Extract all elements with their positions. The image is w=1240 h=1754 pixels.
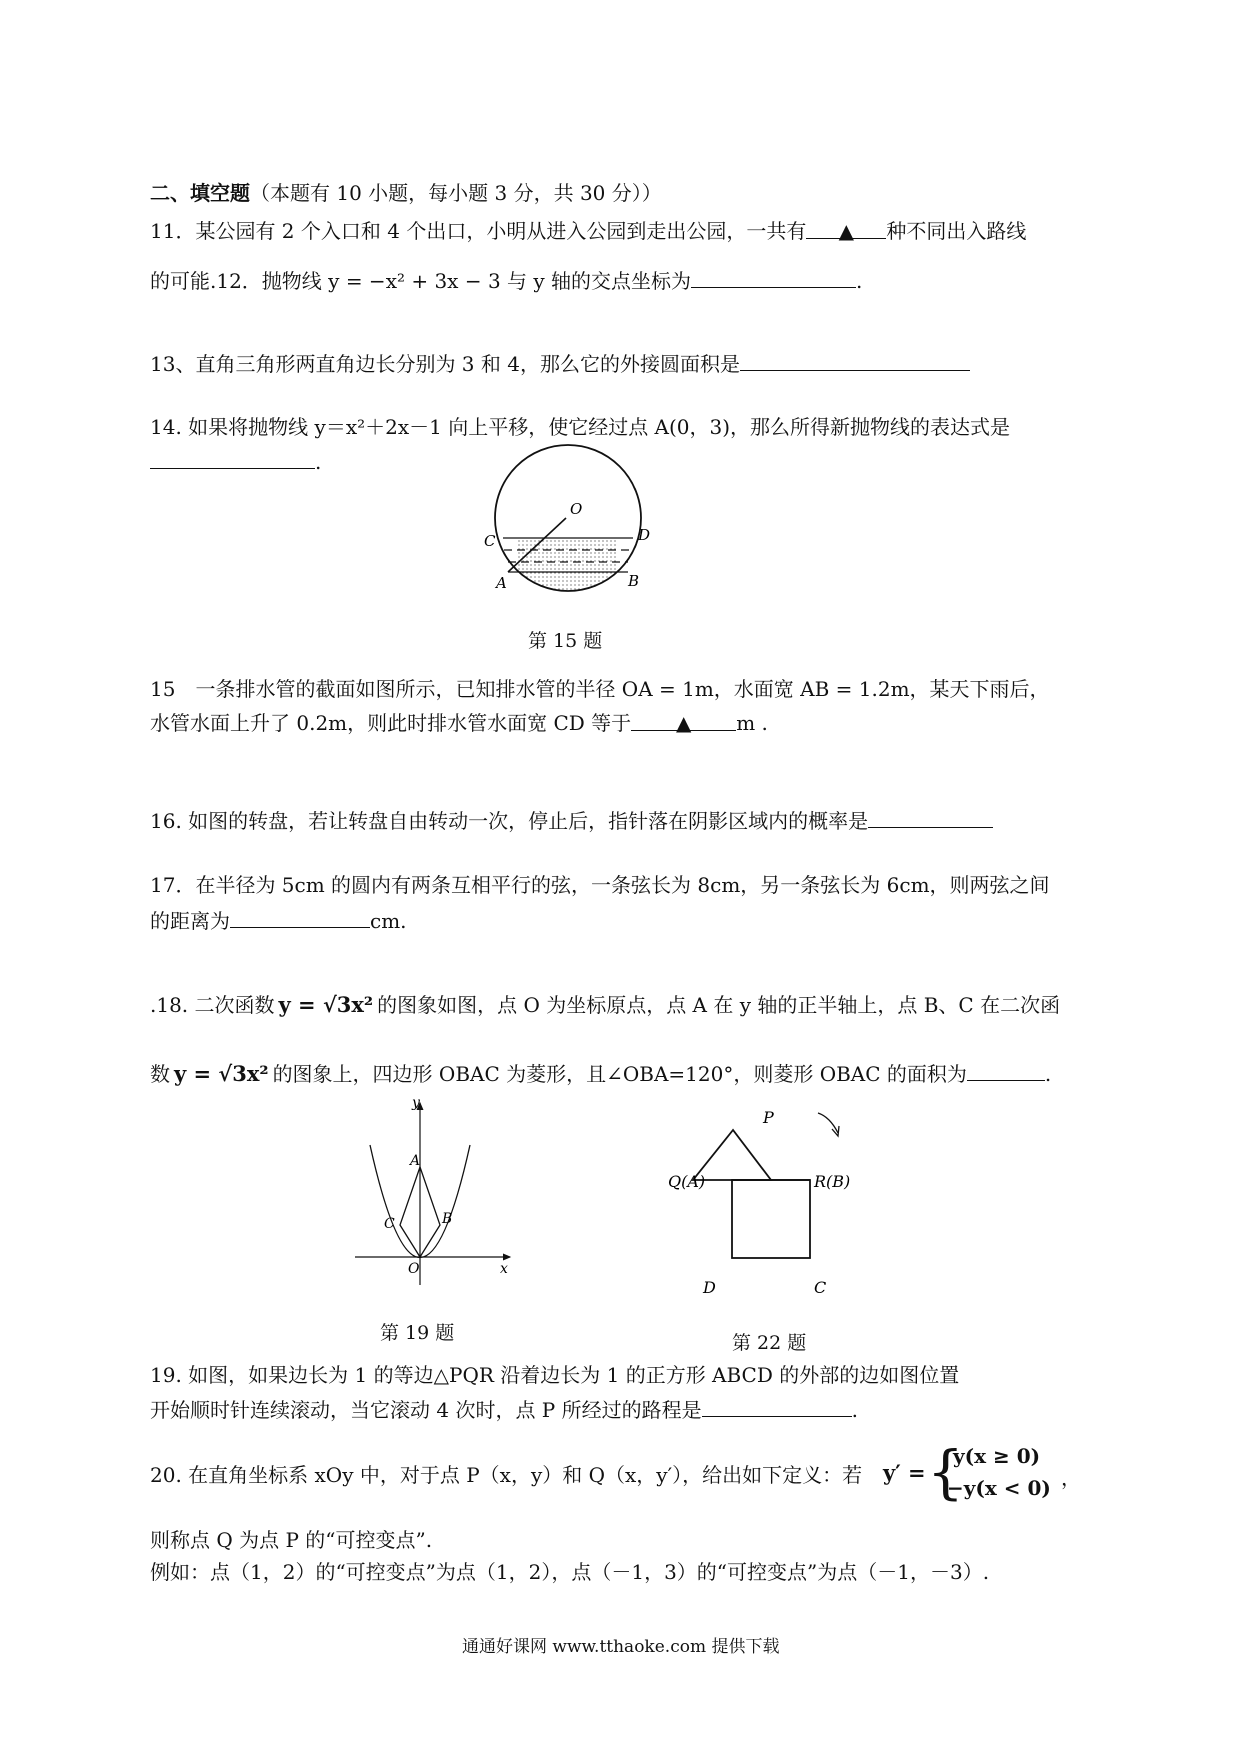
label-c: C [484, 532, 496, 550]
question-17-cont [150, 905, 407, 936]
question-20-example [150, 1557, 989, 1587]
question-15 [150, 674, 1050, 704]
rotation-arrow [818, 1113, 838, 1133]
question-19 [150, 1360, 959, 1390]
question-15-cont [150, 708, 768, 738]
square-abcd [732, 1180, 810, 1258]
q13-answer-blank[interactable] [740, 348, 970, 371]
page-footer: 通通好课网 www.tthaoke.com 提供下载 [462, 1637, 780, 1657]
q15-text: 15 一条排水管的截面如图所示，已知排水管的半径 OA = 1m，水面宽 AB = 1.2m，某天下雨后， [150, 677, 1050, 701]
q18-answer-blank[interactable] [967, 1058, 1045, 1081]
label-p: P [763, 1108, 774, 1127]
question-14-cont [150, 446, 321, 477]
q20-piecewise-formula [883, 1440, 1083, 1510]
label-c: C [814, 1278, 827, 1297]
question-12 [150, 265, 862, 296]
question-16 [150, 805, 993, 836]
question-18-cont [150, 1058, 1051, 1089]
question-20 [150, 1460, 862, 1490]
figure-22-rolling-triangle [668, 1105, 878, 1305]
label-q: Q(A) [668, 1172, 706, 1191]
q16-answer-blank[interactable] [868, 805, 993, 828]
answer-marker: ▲ [675, 711, 692, 735]
q19-period: . [851, 1398, 858, 1422]
figure-22-caption: 第 22 题 [732, 1332, 807, 1354]
label-o: O [408, 1261, 420, 1277]
q18-text-2: 的图象如图，点 O 为坐标原点，点 A 在 y 轴的正半轴上，点 B、C 在二次函 [377, 993, 1061, 1017]
label-a: A [410, 1153, 421, 1169]
label-o: O [570, 500, 583, 518]
label-d: D [703, 1278, 716, 1297]
formula-comma: ， [1061, 1466, 1081, 1490]
q11-text: 11．某公园有 2 个入口和 4 个出口，小明从进入公园到走出公园，一共有 [150, 219, 807, 243]
q18-formula: y = √3x² [278, 992, 374, 1017]
section-heading [150, 178, 662, 208]
q17-answer-blank[interactable] [230, 905, 370, 928]
figure-15-caption: 第 15 题 [528, 630, 603, 652]
figure-19-parabola-rhombus [350, 1095, 520, 1295]
q19-text: 19. 如图，如果边长为 1 的等边△PQR 沿着边长为 1 的正方形 ABCD 的外部的边如图位置 [150, 1363, 960, 1387]
label-b: B [628, 572, 640, 590]
q17-text-2: 的距离为 [150, 909, 230, 933]
question-11 [150, 216, 1026, 246]
label-x: x [500, 1261, 508, 1277]
q16-text: 16. 如图的转盘，若让转盘自由转动一次，停止后，指针落在阴影区域内的概率是 [150, 809, 869, 833]
formula-case-2: −y(x < 0) [947, 1476, 1051, 1500]
label-b: B [442, 1211, 453, 1227]
brace-icon: { [927, 1438, 964, 1506]
answer-marker: ▲ [838, 219, 855, 243]
q18-text: .18. 二次函数 [150, 993, 275, 1017]
label-d: D [638, 526, 651, 544]
label-r: R(B) [814, 1172, 851, 1191]
water-region [518, 538, 618, 598]
q11-answer-blank[interactable] [806, 216, 886, 243]
q19-answer-blank[interactable] [702, 1394, 852, 1417]
label-y: y [412, 1095, 420, 1111]
question-13 [150, 348, 970, 379]
question-17 [150, 870, 1050, 900]
q18-period: . [1044, 1062, 1052, 1086]
q15-answer-blank[interactable] [631, 708, 736, 735]
q20-text: 20. 在直角坐标系 xOy 中，对于点 P（x，y）和 Q（x，y′），给出如下定义：若 [150, 1463, 863, 1487]
q19-text-2: 开始顺时针连续滚动，当它滚动 4 次时，点 P 所经过的路程是 [150, 1398, 702, 1422]
q20-text-3: 例如：点（1，2）的“可控变点”为点（1，2），点（－1，3）的“可控变点”为点（－1，－3）. [150, 1560, 990, 1584]
figure-15-pipe-section [478, 440, 658, 605]
q11-text-end: 种不同出入路线 [886, 219, 1027, 243]
q13-text: 13、直角三角形两直角边长分别为 3 和 4，那么它的外接圆面积是 [150, 352, 740, 376]
q12-period: . [856, 269, 863, 293]
question-19-cont [150, 1394, 858, 1425]
q12-text: 的可能.12．抛物线 y = −x² + 3x − 3 与 y 轴的交点坐标为 [150, 269, 692, 293]
question-18 [150, 990, 1060, 1020]
q14-answer-blank[interactable] [150, 446, 315, 469]
formula-case-1: y(x ≥ 0) [953, 1444, 1041, 1468]
section-note: （本题有 10 小题，每小题 3 分，共 30 分）） [250, 181, 662, 205]
q12-answer-blank[interactable] [691, 265, 856, 288]
q20-text-2: 则称点 Q 为点 P 的“可控变点”. [150, 1528, 433, 1552]
q15-text-2: 水管水面上升了 0.2m，则此时排水管水面宽 CD 等于 [150, 711, 632, 735]
formula-lhs: y′ = [883, 1460, 926, 1485]
section-title: 二、填空题 [150, 181, 250, 205]
q14-period: . [315, 450, 322, 474]
q18-text-3: 数 [150, 1062, 170, 1086]
q14-text: 14. 如果将抛物线 y＝x²＋2x－1 向上平移，使它经过点 A(0，3)，那么所得新抛物线的表达式是 [150, 415, 1011, 439]
q17-text: 17．在半径为 5cm 的圆内有两条互相平行的弦，一条弦长为 8cm，另一条弦长为 6cm，则两弦之间 [150, 873, 1050, 897]
question-20-def [150, 1525, 432, 1555]
question-14 [150, 412, 1010, 442]
q15-unit: m . [736, 711, 768, 735]
label-c: C [384, 1216, 395, 1232]
figure-19-caption: 第 19 题 [380, 1322, 455, 1344]
q18-text-4: 的图象上，四边形 OBAC 为菱形，且∠OBA=120°，则菱形 OBAC 的面积为 [272, 1062, 967, 1086]
label-a: A [496, 574, 507, 592]
q18-formula-2: y = √3x² [174, 1061, 269, 1086]
q17-unit: cm. [370, 909, 407, 933]
